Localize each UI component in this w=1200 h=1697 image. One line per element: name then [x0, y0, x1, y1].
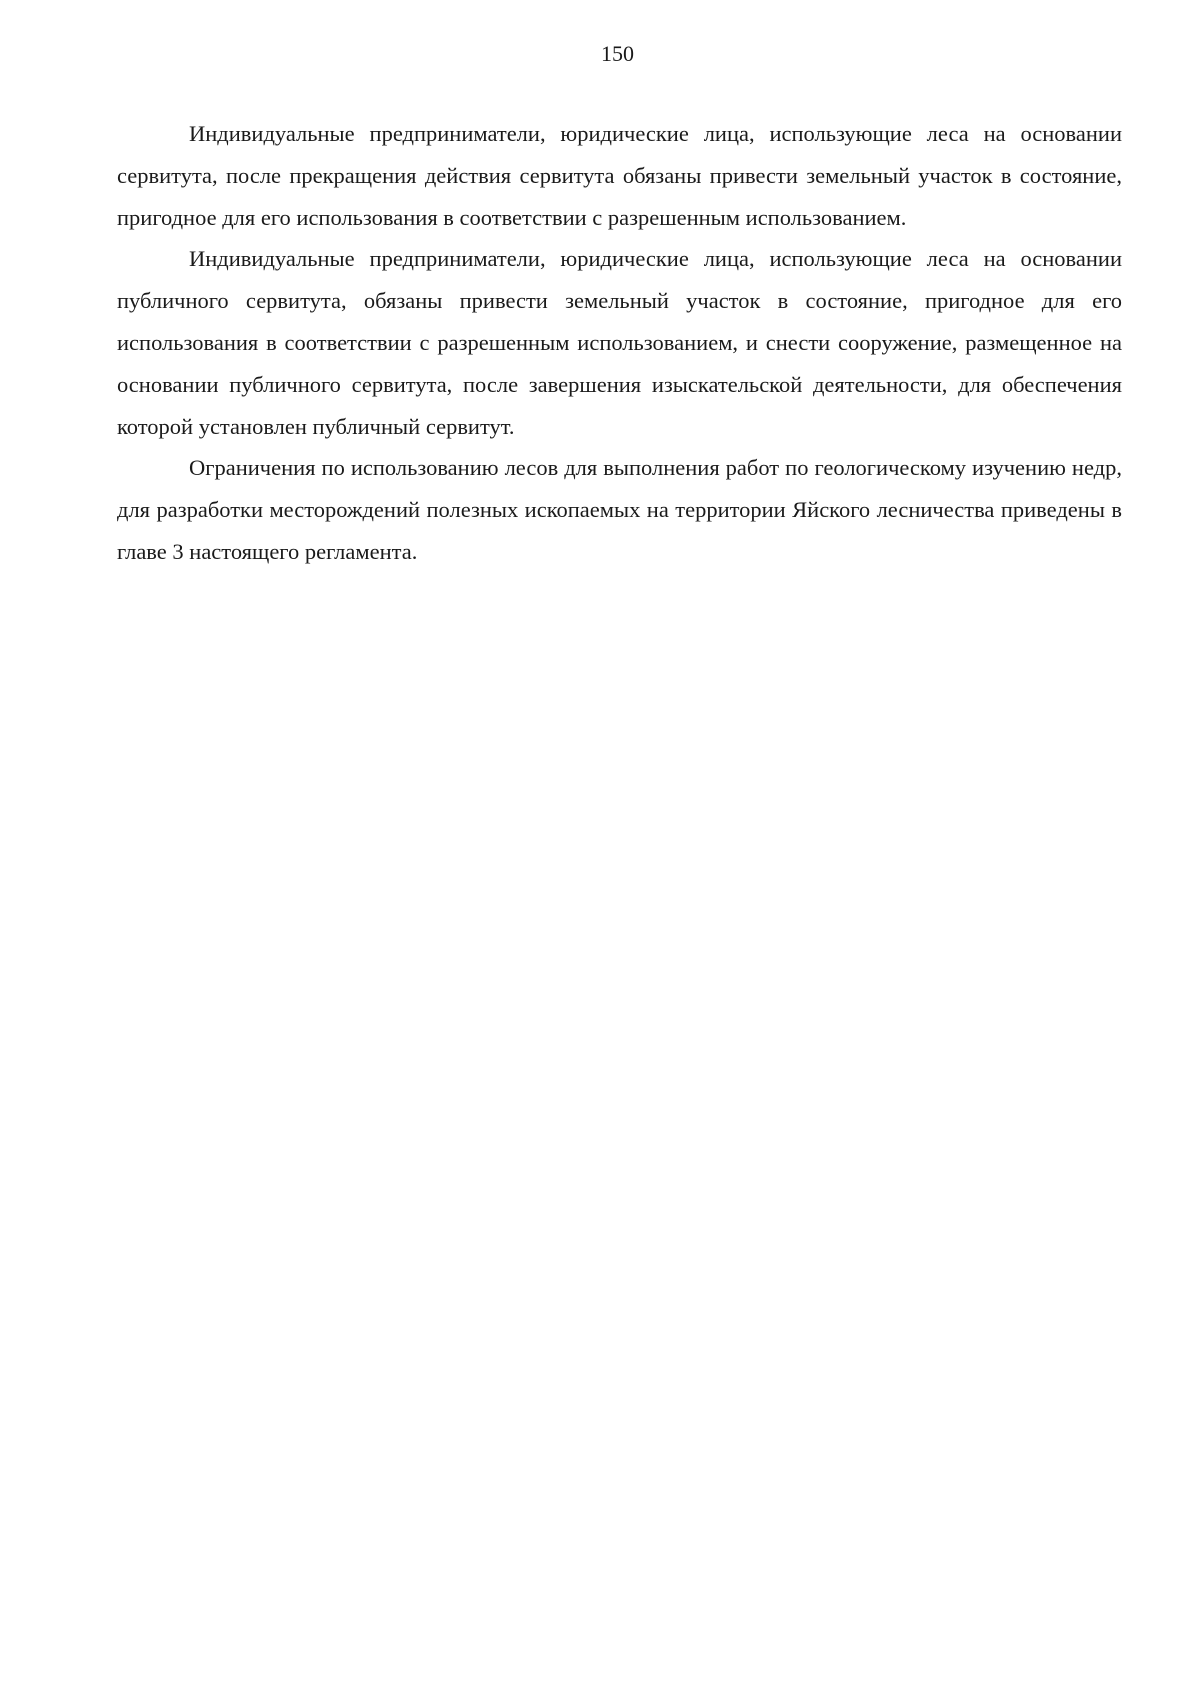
document-body — [117, 113, 1122, 573]
paragraph-public-easement: Индивидуальные предприниматели, юридические лица, использующие леса на основании публичного сервитута, обязаны привести земельный участок в состояние, пригодное для его использования в соответствии с разрешенным использованием, и снести сооружение, размещенное на основании публичного сервитута, после завершения изыскательской деятельности, для обеспечения которой установлен публичный сервитут. — [117, 246, 1122, 439]
page-number: 150 — [601, 41, 634, 66]
paragraph-geological-restrictions: Ограничения по использованию лесов для выполнения работ по геологическому изучению недр, для разработки месторождений полезных ископаемых на территории Яйского лесничества приведены в главе 3 настоящего регламента. — [117, 455, 1122, 564]
paragraph-easement-termination: Индивидуальные предприниматели, юридические лица, использующие леса на основании сервитута, после прекращения действия сервитута обязаны привести земельный участок в состояние, пригодное для его использования в соответствии с разрешенным использованием. — [117, 121, 1122, 230]
